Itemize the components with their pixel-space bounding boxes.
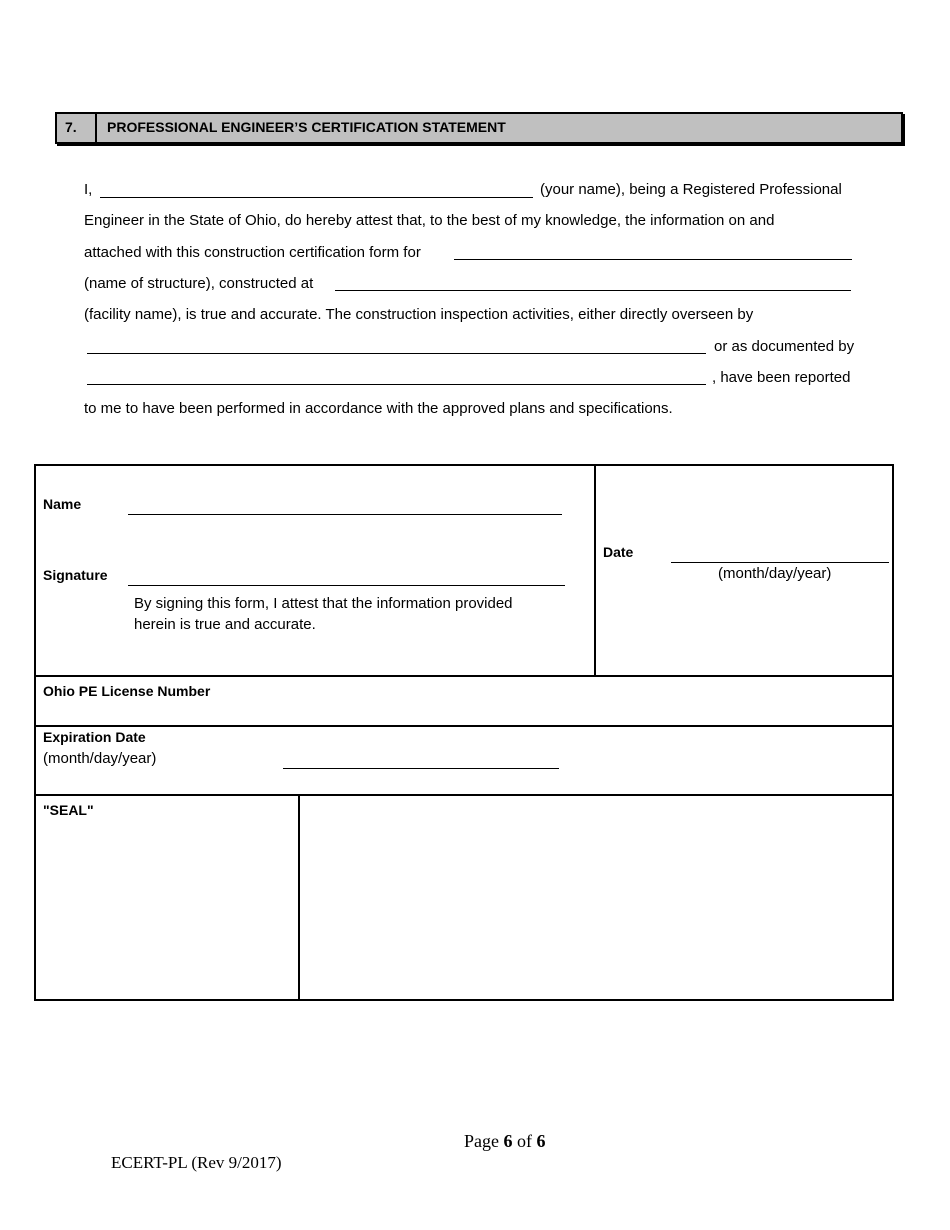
name-signature-cell — [34, 464, 596, 677]
section-title: PROFESSIONAL ENGINEER’S CERTIFICATION STATEMENT — [107, 119, 506, 135]
page-total: 6 — [536, 1131, 546, 1151]
page-of: of — [517, 1131, 532, 1151]
facility-name-field[interactable] — [335, 290, 851, 291]
expiration-hint: (month/day/year) — [43, 750, 157, 767]
license-row — [34, 675, 894, 727]
statement-line1-suffix: (your name), being a Registered Professional — [540, 181, 842, 198]
seal-cell — [34, 794, 300, 1001]
statement-line5: (facility name), is true and accurate. The construction inspection activities, either directly overseen by — [84, 306, 754, 323]
section-header — [55, 112, 903, 144]
signature-label: Signature — [43, 567, 108, 583]
overseen-by-field[interactable] — [87, 353, 706, 354]
page-prefix: Page — [464, 1131, 499, 1151]
section-number: 7. — [57, 114, 97, 142]
expiration-date-field[interactable] — [283, 768, 559, 769]
date-hint: (month/day/year) — [718, 565, 832, 582]
name-field[interactable] — [128, 514, 562, 515]
date-cell — [594, 464, 894, 677]
expiration-row — [34, 725, 894, 796]
date-field[interactable] — [671, 562, 889, 563]
seal-area[interactable] — [298, 794, 894, 1001]
attest-line1: By signing this form, I attest that the information provided — [134, 595, 513, 612]
statement-line8: to me to have been performed in accordance with the approved plans and specifications. — [84, 400, 673, 417]
seal-label: "SEAL" — [43, 802, 94, 818]
statement-line2: Engineer in the State of Ohio, do hereby attest that, to the best of my knowledge, the information on and — [84, 212, 775, 229]
statement-line3-prefix: attached with this construction certification form for — [84, 244, 421, 261]
structure-name-field[interactable] — [454, 259, 852, 260]
signature-field[interactable] — [128, 585, 565, 586]
documented-by-field[interactable] — [87, 384, 706, 385]
attest-line2: herein is true and accurate. — [134, 616, 316, 633]
statement-line6-suffix: or as documented by — [714, 338, 855, 355]
statement-line1-prefix: I, — [84, 181, 93, 198]
page-number — [464, 1131, 546, 1152]
form-id: ECERT-PL (Rev 9/2017) — [111, 1153, 282, 1172]
expiration-label: Expiration Date — [43, 729, 146, 745]
date-label: Date — [603, 544, 634, 560]
page-current: 6 — [503, 1131, 513, 1151]
statement-line7-suffix: , have been reported — [712, 369, 851, 386]
name-label: Name — [43, 496, 82, 512]
statement-line4-prefix: (name of structure), constructed at — [84, 275, 314, 292]
your-name-field[interactable] — [100, 197, 533, 198]
license-label: Ohio PE License Number — [43, 683, 211, 699]
